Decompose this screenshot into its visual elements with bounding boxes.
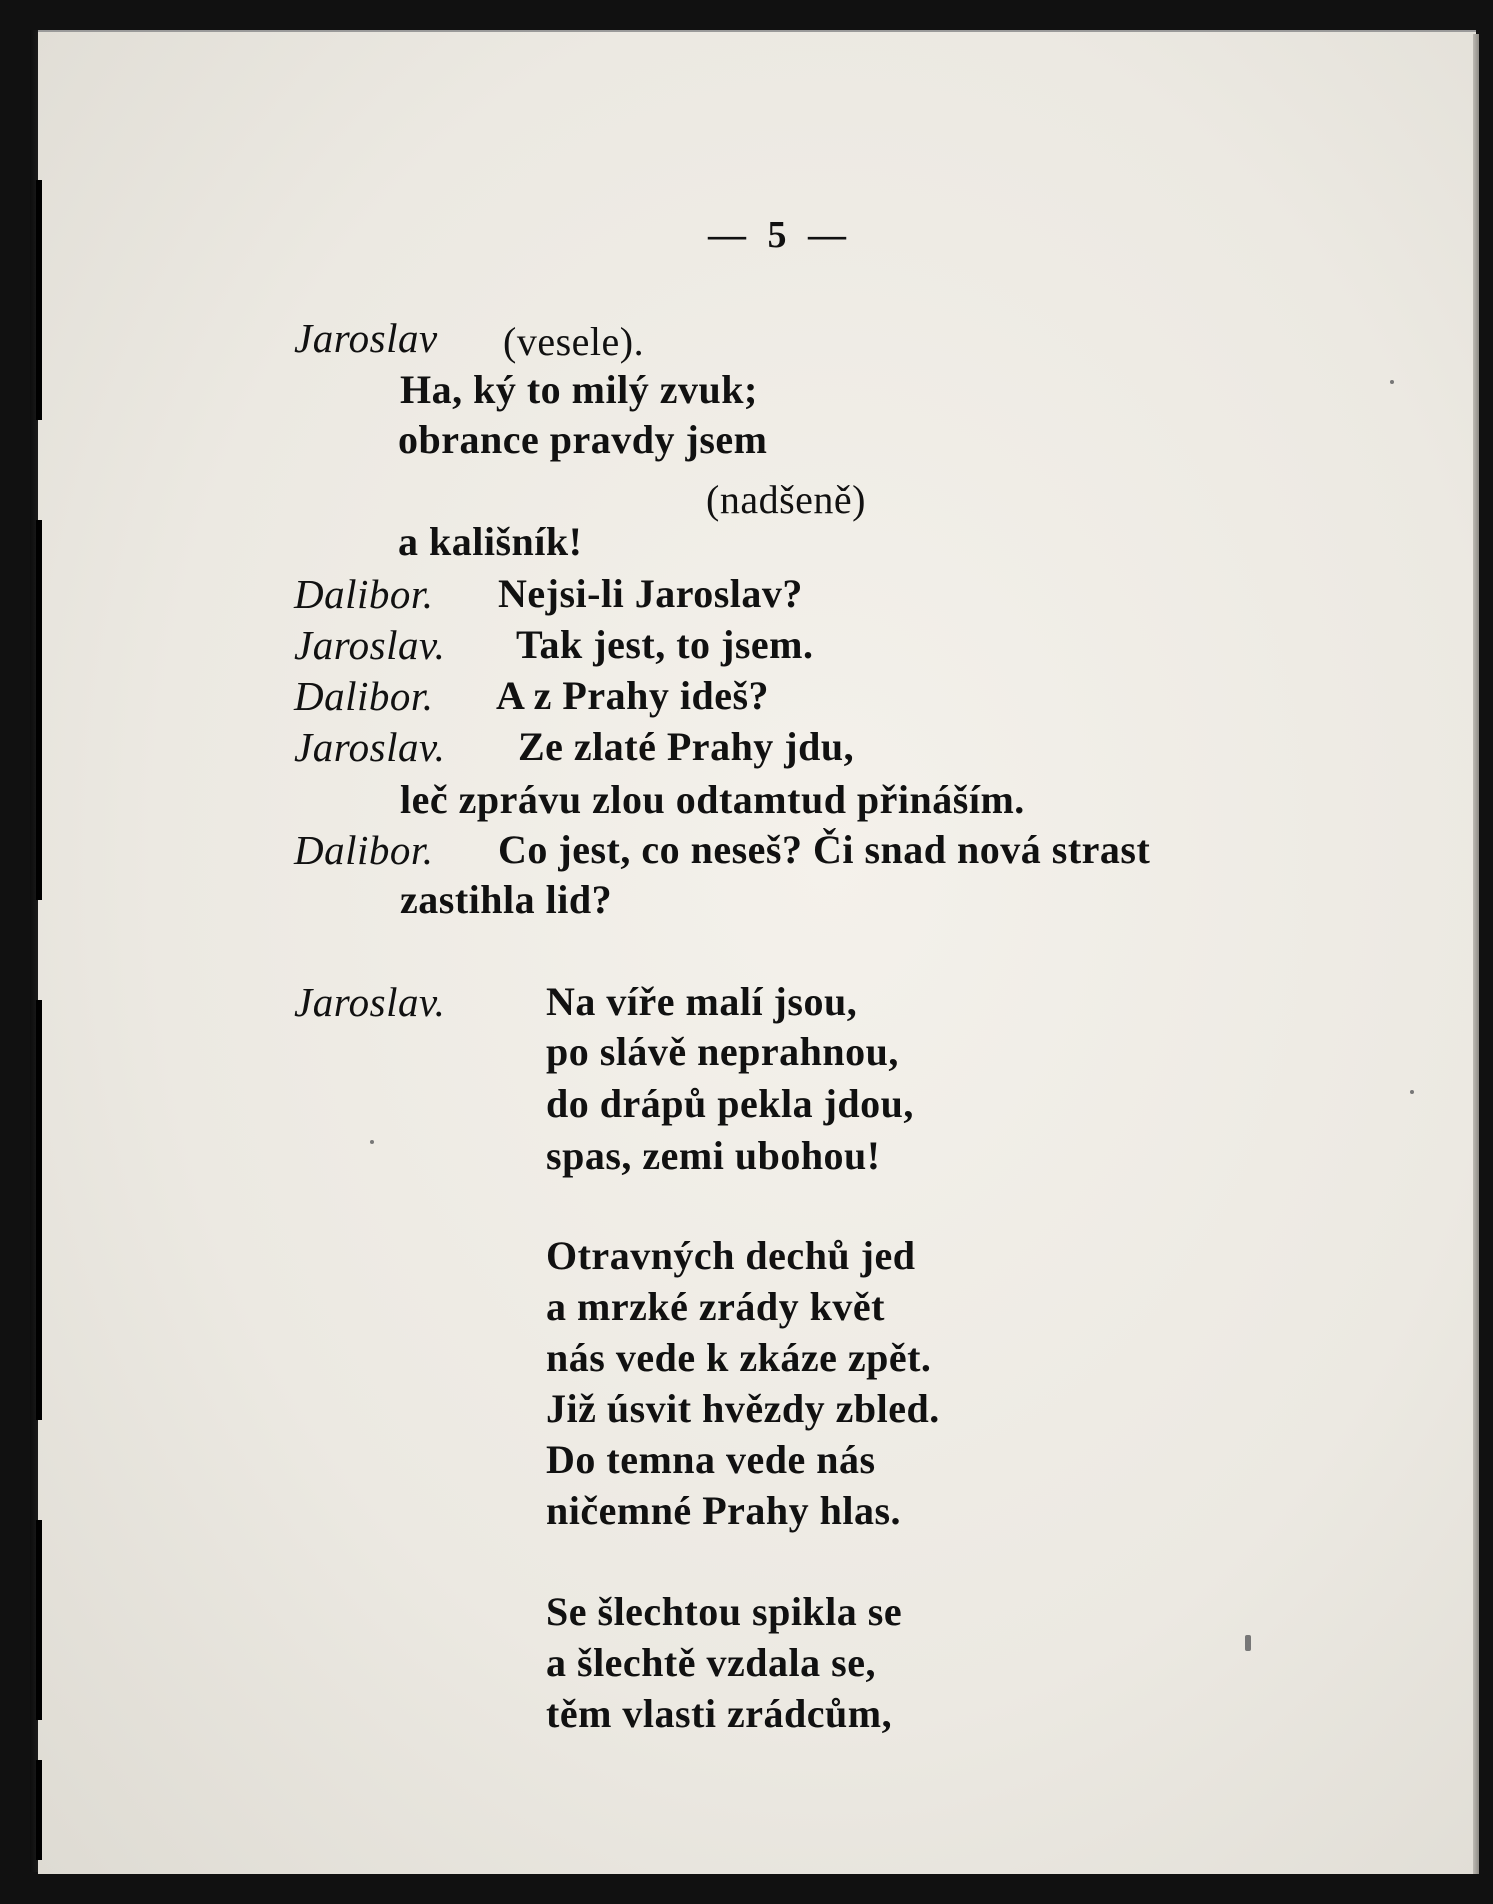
verse-line: a šlechtě vzdala se,	[546, 1640, 876, 1685]
paper-speck	[1390, 380, 1394, 384]
speaker-name: Jaroslav.	[294, 979, 446, 1025]
speaker-name: Dalibor.	[294, 571, 434, 617]
speaker-name: Jaroslav.	[294, 724, 446, 770]
paper-speck	[370, 1140, 374, 1144]
verse-line: Již úsvit hvězdy zbled.	[546, 1386, 940, 1431]
verse-line: těm vlasti zrádcům,	[546, 1691, 893, 1736]
spine-binding-mark	[36, 1760, 42, 1860]
dialogue-line: Nejsi-li Jaroslav?	[498, 571, 803, 616]
dialogue-line: Ha, ký to milý zvuk;	[400, 367, 758, 412]
dialogue-line: Co jest, co neseš? Či snad nová strast	[498, 827, 1151, 872]
verse-line: ničemné Prahy hlas.	[546, 1488, 902, 1533]
verse-line: Do temna vede nás	[546, 1437, 876, 1482]
dialogue-line: Tak jest, to jsem.	[516, 622, 814, 667]
speaker-name: Jaroslav	[294, 315, 438, 361]
speaker-name: Dalibor.	[294, 673, 434, 719]
spine-binding-mark	[36, 520, 42, 900]
spine-binding-mark	[36, 1000, 42, 1420]
verse-line: do drápů pekla jdou,	[546, 1081, 914, 1126]
dialogue-line: a kališník!	[398, 519, 583, 564]
stage-direction: (nadšeně)	[706, 477, 866, 522]
verse-line: po slávě neprahnou,	[546, 1029, 899, 1074]
spine-binding-mark	[36, 180, 42, 420]
dialogue-line: Ze zlaté Prahy jdu,	[518, 724, 855, 769]
verse-line: a mrzké zrády květ	[546, 1284, 885, 1329]
speaker-name: Dalibor.	[294, 827, 434, 873]
page-number: — 5 —	[708, 214, 852, 256]
verse-line: Otravných dechů jed	[546, 1233, 916, 1278]
verse-line: Na víře malí jsou,	[546, 979, 858, 1024]
verse-line: Se šlechtou spikla se	[546, 1589, 903, 1634]
dialogue-line: A z Prahy ideš?	[496, 673, 770, 718]
spine-binding-mark	[36, 1520, 42, 1720]
speaker-name: Jaroslav.	[294, 622, 446, 668]
page-right-edge	[1473, 34, 1479, 1874]
stage-direction: (vesele).	[503, 319, 645, 364]
dialogue-line: leč zprávu zlou odtamtud přináším.	[400, 777, 1025, 822]
paper-speck	[1245, 1635, 1251, 1651]
verse-line: spas, zemi ubohou!	[546, 1133, 881, 1178]
paper-speck	[1410, 1090, 1414, 1094]
verse-line: nás vede k zkáze zpět.	[546, 1335, 932, 1380]
dialogue-line: zastihla lid?	[400, 877, 613, 922]
dialogue-line: obrance pravdy jsem	[398, 417, 768, 462]
